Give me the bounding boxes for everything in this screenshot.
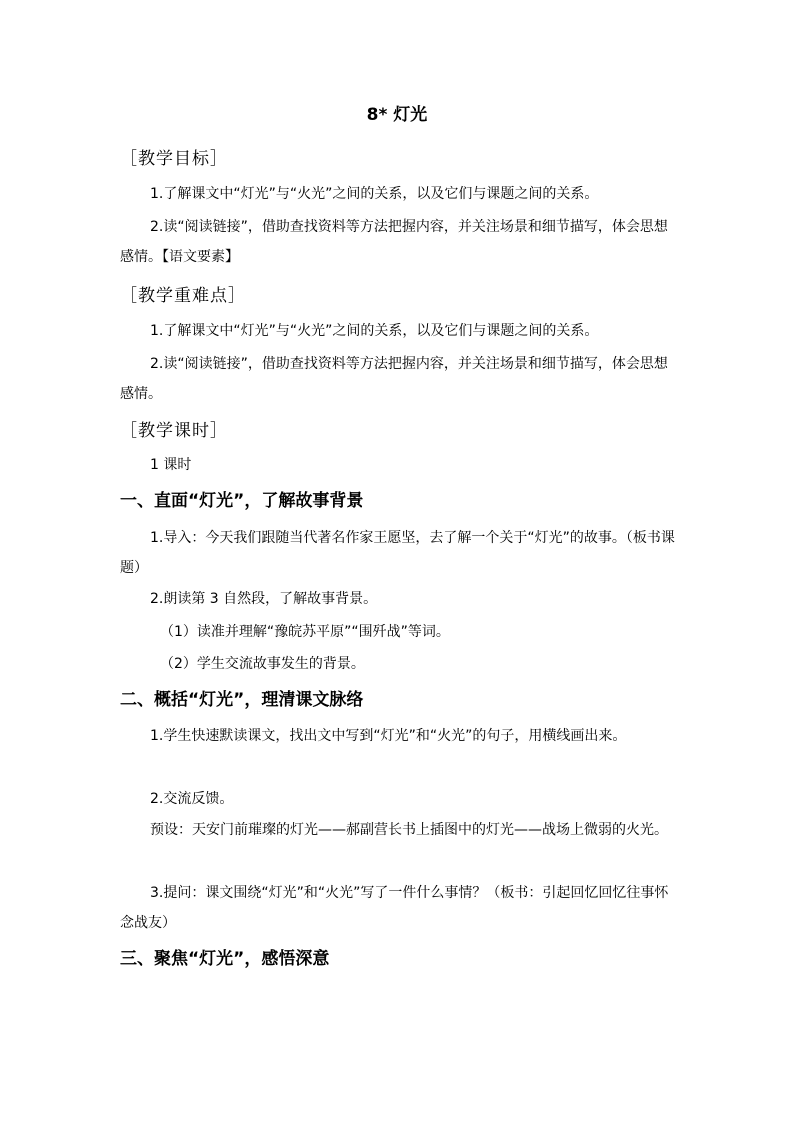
section-heading-periods: ［教学课时］ <box>120 421 228 441</box>
key-point-2: 2.读“阅读链接”，借助查找资料等方法把握内容，并关注场景和细节描写，体会思想感情。 <box>120 356 668 402</box>
part3-heading: 三、聚焦“灯光”，感悟深意 <box>120 949 330 969</box>
part1-paragraph-1: 1.导入：今天我们跟随当代著名作家王愿坚，去了解一个关于“灯光”的故事。（板书课题） <box>120 530 675 576</box>
objective-1: 1.了解课文中“灯光”与“火光”之间的关系，以及它们与课题之间的关系。 <box>150 186 599 202</box>
part2-heading: 二、概括“灯光”，理清课文脉络 <box>120 690 364 710</box>
part2-paragraph-1: 1.学生快速默读课文，找出文中写到“灯光”和“火光”的句子，用横线画出来。 <box>150 728 627 744</box>
objective-2: 2.读“阅读链接”，借助查找资料等方法把握内容，并关注场景和细节描写，体会思想感情。【语文要素】 <box>120 219 668 265</box>
part1-heading: 一、直面“灯光”，了解故事背景 <box>120 491 364 511</box>
part2-paragraph-2: 2.交流反馈。 <box>150 791 234 807</box>
part1-subitem-1: （1）读准并理解“豫皖苏平原”“围歼战”等词。 <box>160 624 450 640</box>
page-title: 8* 灯光 <box>366 105 428 125</box>
section-heading-objectives: ［教学目标］ <box>120 149 228 169</box>
section-heading-key-points: ［教学重难点］ <box>120 286 246 306</box>
key-point-1: 1.了解课文中“灯光”与“火光”之间的关系，以及它们与课题之间的关系。 <box>150 323 599 339</box>
periods-value: 1 课时 <box>150 457 192 473</box>
part1-subitem-2: （2）学生交流故事发生的背景。 <box>160 656 365 672</box>
part2-paragraph-3: 预设：天安门前璀璨的灯光——郝副营长书上插图中的灯光——战场上微弱的火光。 <box>150 822 668 838</box>
part1-paragraph-2: 2.朗读第 3 自然段，了解故事背景。 <box>150 591 378 607</box>
part2-paragraph-4: 3.提问：课文围绕“灯光”和“火光”写了一件什么事情？（板书：引起回忆回忆往事怀念战友） <box>120 885 669 931</box>
